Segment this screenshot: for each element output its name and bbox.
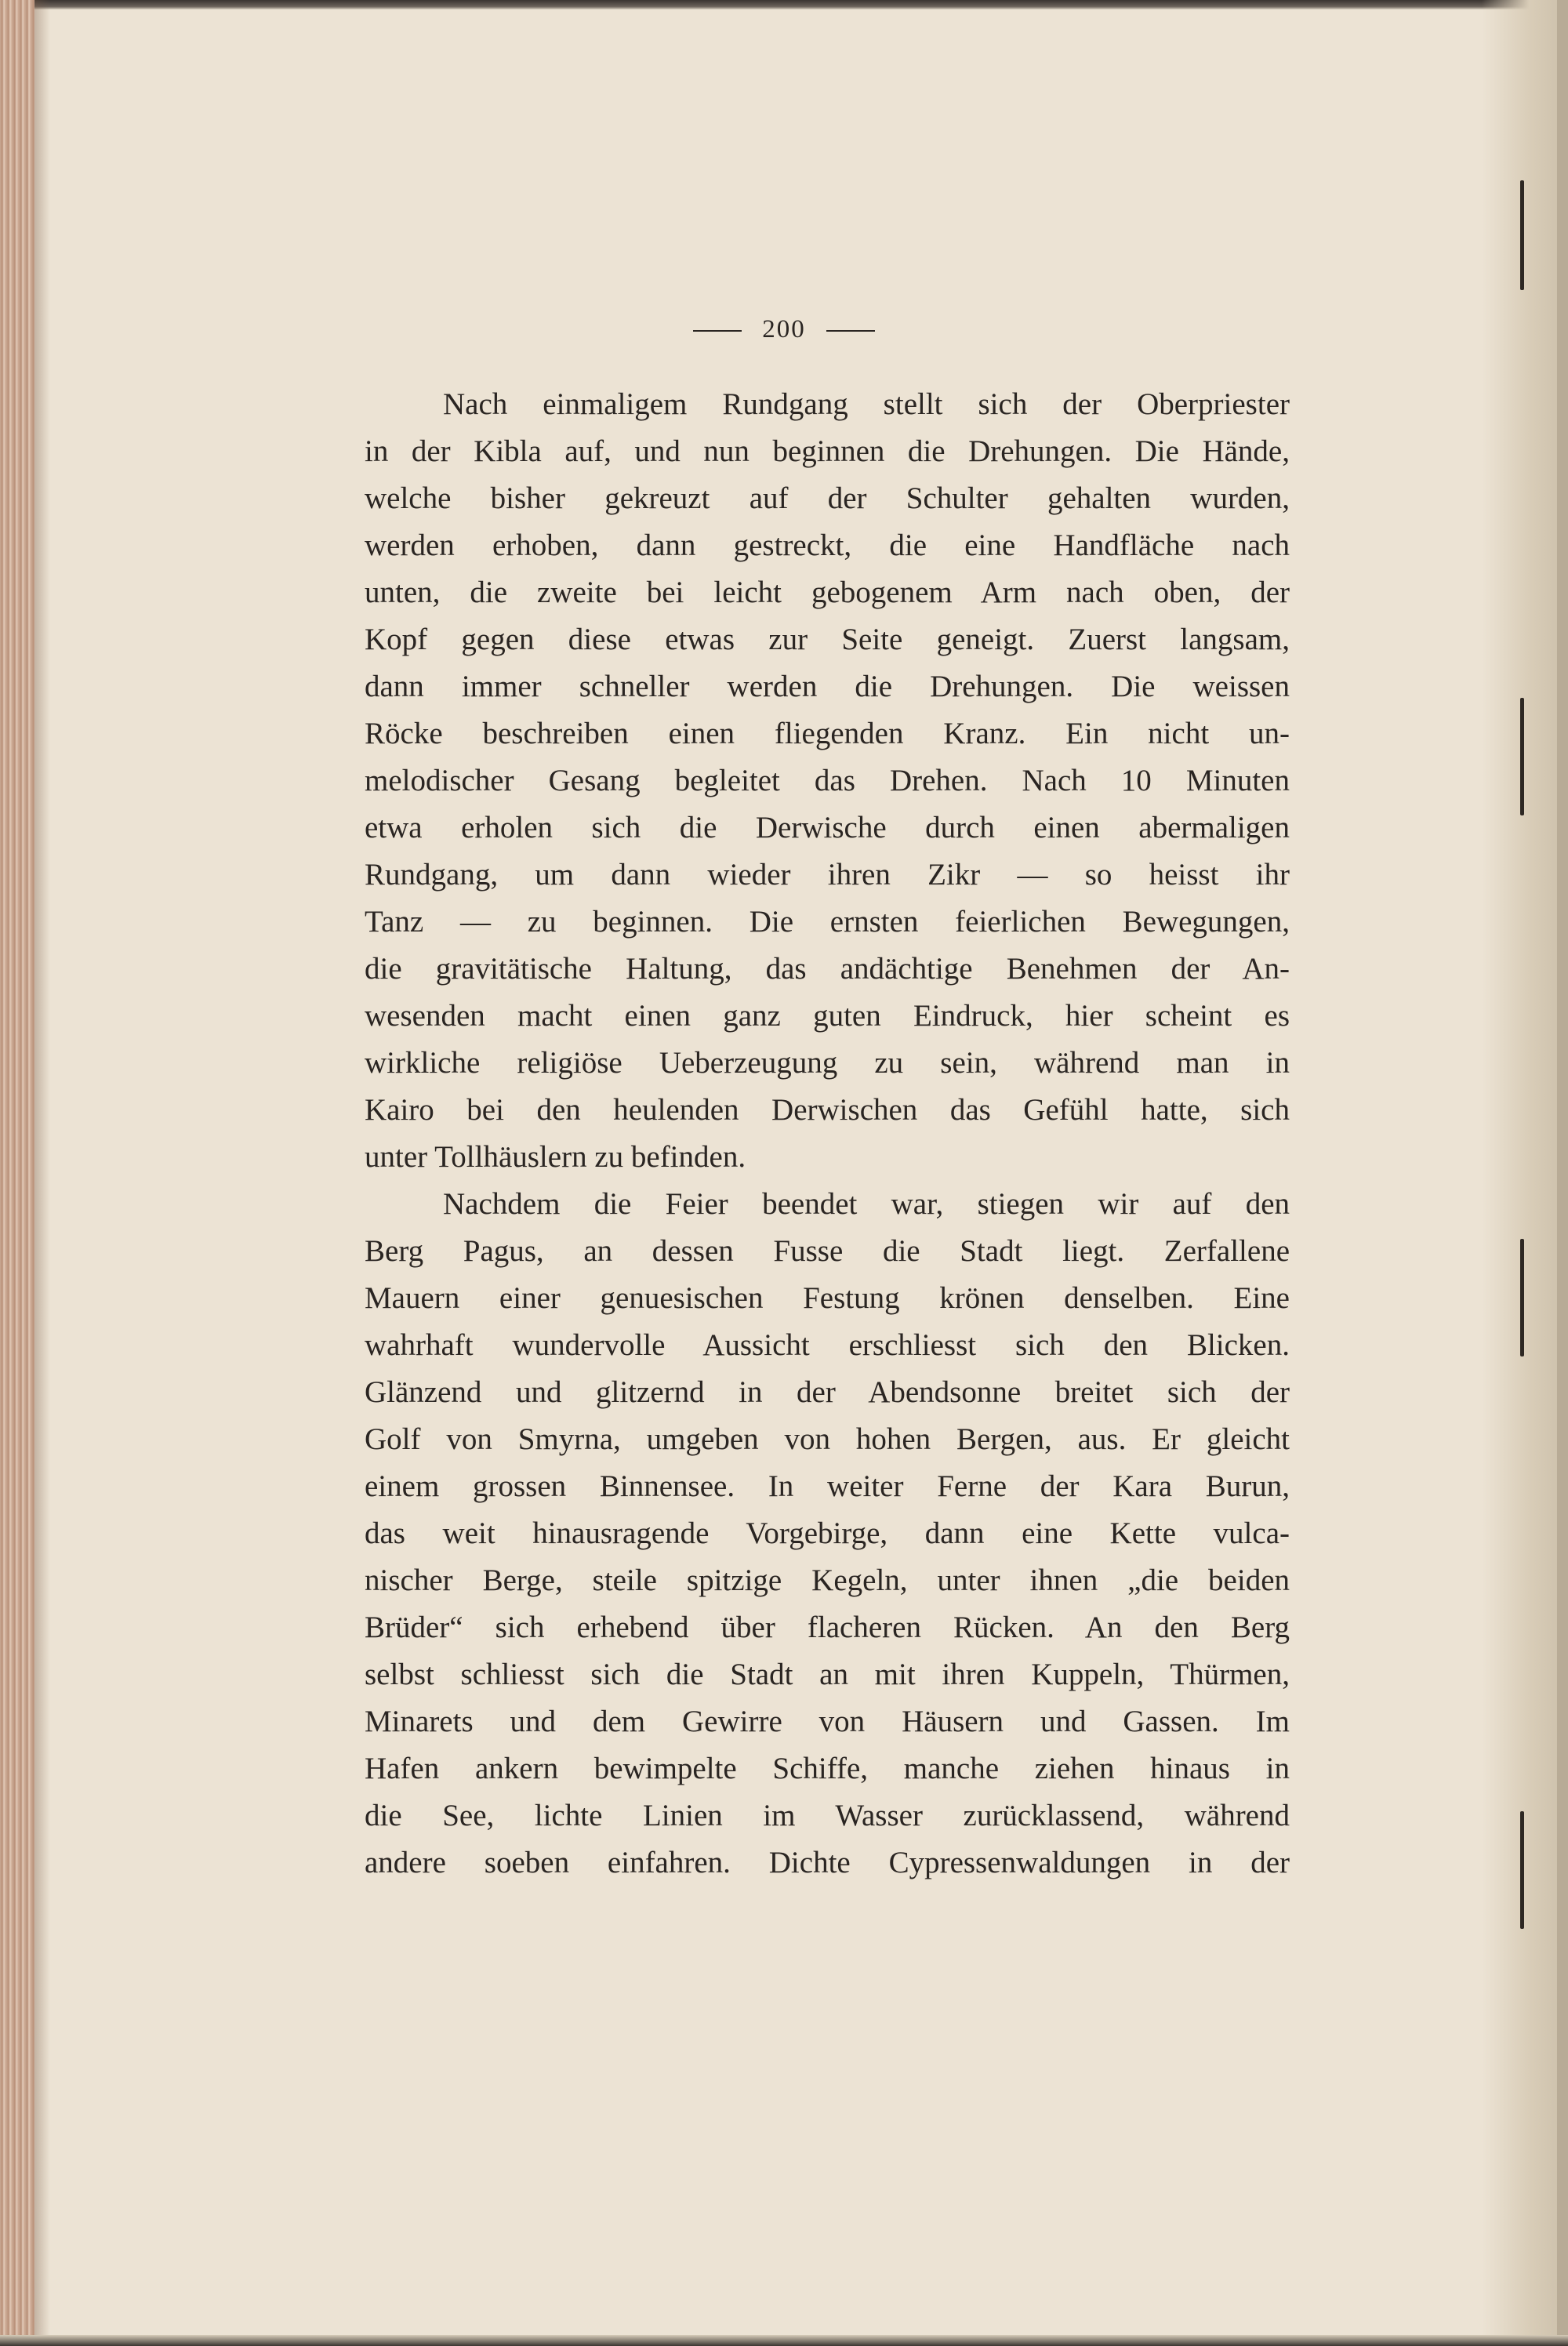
text-line: werden erhoben, dann gestreckt, die eine Handfläche nach: [365, 528, 1290, 562]
right-edge: [1557, 0, 1568, 2346]
text-line: andere soeben einfahren. Dichte Cypressenwaldungen in der: [365, 1846, 1290, 1879]
text-line: Tanz — zu beginnen. Die ernsten feierlichen Bewegungen,: [365, 905, 1290, 939]
text-line: in der Kibla auf, und nun beginnen die Drehungen. Die Hände,: [365, 434, 1290, 468]
binding-mark: [1520, 1811, 1524, 1929]
text-line: Golf von Smyrna, umgeben von hohen Bergen, aus. Er gleicht: [365, 1422, 1290, 1456]
text-line: dann immer schneller werden die Drehungen. Die weissen: [365, 670, 1290, 703]
book-spine-edge: [0, 0, 34, 2346]
text-line: nischer Berge, steile spitzige Kegeln, unter ihnen „die beiden: [365, 1563, 1290, 1597]
paragraph: [365, 1181, 1290, 1887]
text-line: welche bisher gekreuzt auf der Schulter gehalten wurden,: [365, 481, 1290, 515]
text-line: Mauern einer genuesischen Festung krönen denselben. Eine: [365, 1281, 1290, 1315]
text-line: wirkliche religiöse Ueberzeugung zu sein, während man in: [365, 1046, 1290, 1080]
binding-mark: [1520, 180, 1524, 290]
page-number-dash: [826, 330, 875, 332]
text-line: die See, lichte Linien im Wasser zurücklassend, während: [365, 1799, 1290, 1832]
right-page-shade: [1482, 0, 1568, 2346]
text-line: wahrhaft wundervolle Aussicht erschliesst sich den Blicken.: [365, 1328, 1290, 1362]
text-line: Nachdem die Feier beendet war, stiegen wir auf den: [443, 1187, 1290, 1221]
gutter-shadow: [34, 0, 50, 2346]
text-line: Kopf gegen diese etwas zur Seite geneigt. Zuerst langsam,: [365, 623, 1290, 656]
text-line: Kairo bei den heulenden Derwischen das Gefühl hatte, sich: [365, 1093, 1290, 1127]
text-line: das weit hinausragende Vorgebirge, dann eine Kette vulca-: [365, 1516, 1290, 1550]
text-line: Hafen ankern bewimpelte Schiffe, manche ziehen hinaus in: [365, 1752, 1290, 1785]
body-text: [365, 381, 1290, 1887]
text-line: unten, die zweite bei leicht gebogenem Arm nach oben, der: [365, 576, 1290, 609]
text-line: unter Tollhäuslern zu befinden.: [365, 1140, 746, 1174]
page-number-value: 200: [762, 315, 806, 343]
text-line: Nach einmaligem Rundgang stellt sich der Oberpriester: [443, 387, 1290, 421]
text-line: Röcke beschreiben einen fliegenden Kranz. Ein nicht un-: [365, 717, 1290, 750]
text-line: Brüder“ sich erhebend über flacheren Rücken. An den Berg: [365, 1611, 1290, 1644]
binding-mark: [1520, 1239, 1524, 1356]
text-line: etwa erholen sich die Derwische durch einen abermaligen: [365, 811, 1290, 844]
text-line: einem grossen Binnensee. In weiter Ferne der Kara Burun,: [365, 1469, 1290, 1503]
text-line: wesenden macht einen ganz guten Eindruck, hier scheint es: [365, 999, 1290, 1033]
text-line: melodischer Gesang begleitet das Drehen. Nach 10 Minuten: [365, 764, 1290, 797]
top-edge: [0, 0, 1568, 9]
text-line: Rundgang, um dann wieder ihren Zikr — so heisst ihr: [365, 858, 1290, 892]
paragraph: [365, 381, 1290, 1181]
text-line: selbst schliesst sich die Stadt an mit ihren Kuppeln, Thürmen,: [365, 1658, 1290, 1691]
page-number-dash: [693, 330, 742, 332]
page-number: [0, 315, 1568, 344]
text-line: Berg Pagus, an dessen Fusse die Stadt liegt. Zerfallene: [365, 1234, 1290, 1268]
bottom-edge: [0, 2335, 1568, 2346]
text-line: die gravitätische Haltung, das andächtige Benehmen der An-: [365, 952, 1290, 986]
text-line: Glänzend und glitzernd in der Abendsonne breitet sich der: [365, 1375, 1290, 1409]
binding-mark: [1520, 698, 1524, 815]
text-line: Minarets und dem Gewirre von Häusern und Gassen. Im: [365, 1705, 1290, 1738]
